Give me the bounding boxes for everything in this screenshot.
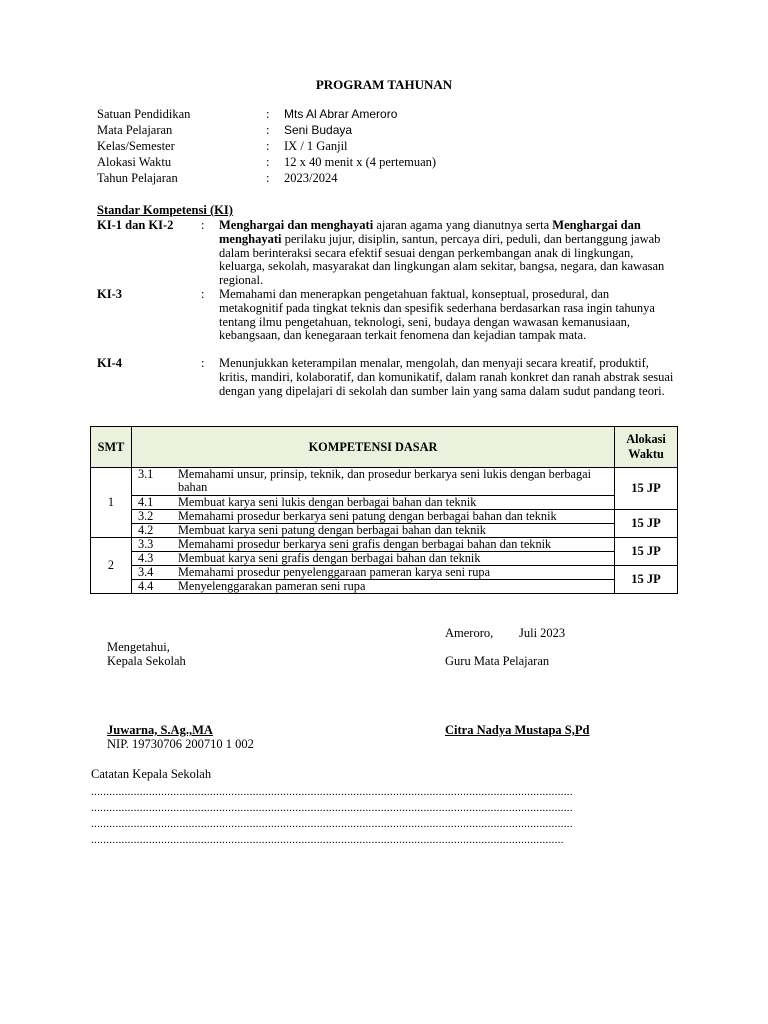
notes-line: .............................................................................................................................................................. [91,818,573,830]
ki-text [219,219,675,288]
kd-number: 4.4 [137,579,154,593]
ki-colon: : [201,287,205,301]
table-header-row [91,427,678,468]
kd-text: Memahami prosedur berkarya seni grafis dengan berbagai bahan dan teknik [177,537,552,551]
ki-text-part: perilaku jujur, disiplin, santun, percaya diri, peduli, dan bertanggung jawab dalam berinteraksi secara efektif sesuai dengan perkembangan anak di lingkungan, keluarga, sekolah, masyarakat dan lingkungan alam sekitar, bangsa, negara, dan kawasan regional. [219,231,665,288]
headmaster-name: Juwarna, S.Ag.,MA [107,723,213,737]
kd-text: Menyelenggarakan pameran seni rupa [177,579,366,593]
kd-cell [131,552,614,566]
header-alokasi-line1: Alokasi [626,432,666,446]
table-row [91,580,678,594]
info-label: Mata Pelajaran [97,123,173,137]
info-value: 12 x 40 menit x (4 pertemuan) [284,155,437,169]
info-colon: : [266,107,270,121]
info-label: Alokasi Waktu [97,155,172,169]
semester-number: 2 [107,558,115,572]
ki-text: Menunjukkan keterampilan menalar, mengolah, dan menyaji secara kreatif, produktif, kritis, mandiri, kolaboratif, dan komunikatif, dalam ranah konkret dan ranah abstrak sesuai dengan yang dipelajari di sekolah dan sumber lain yang sama dalam sudut pandang teori. [219,356,674,398]
kd-text: Membuat karya seni patung dengan berbagai bahan dan teknik [177,523,486,537]
table-row [91,510,678,524]
headmaster-nip: NIP. 19730706 200710 1 002 [107,737,254,751]
kd-number: 4.1 [137,495,154,509]
info-value: IX / 1 Ganjil [284,139,348,153]
info-label: Tahun Pelajaran [97,171,178,185]
info-row-mapel [97,122,617,138]
info-label: Kelas/Semester [97,139,175,153]
ki-colon: : [201,218,205,232]
info-colon: : [266,155,270,169]
kd-cell [131,510,614,524]
notes-line: .............................................................................................................................................................. [91,786,573,798]
info-colon: : [266,139,270,153]
ki-bold-text: Menghargai dan menghayati [219,218,374,232]
jp-cell: 15 JP [615,538,678,566]
ki-label: KI-3 [97,287,122,301]
kd-cell [131,580,614,594]
ki-heading: Standar Kompetensi (KI) [97,203,233,217]
signature-left-line1: Mengetahui, [107,640,170,654]
header-alokasi-line2: Waktu [628,447,664,461]
info-label: Satuan Pendidikan [97,107,191,121]
table-row [91,496,678,510]
info-row-satuan [97,106,617,122]
kd-text: Memahami unsur, prinsip, teknik, dan prosedur berkarya seni lukis dengan berbagai bahan [177,467,592,494]
ki-label: KI-1 dan KI-2 [97,218,174,232]
header-alokasi-waktu [615,427,678,468]
info-colon: : [266,171,270,185]
kd-cell [131,524,614,538]
ki-bold-text: Menghargai dan menghayati [219,218,641,246]
kd-number: 4.3 [137,551,154,565]
kd-cell [131,538,614,552]
signature-left-line2: Kepala Sekolah [107,654,186,668]
info-colon: : [266,123,270,137]
teacher-name: Citra Nadya Mustapa S,Pd [445,723,590,737]
kd-number: 3.4 [137,565,154,579]
semester-number: 1 [107,495,115,509]
info-value: Mts Al Abrar Ameroro [284,107,398,121]
table-row [91,524,678,538]
semester-cell [91,538,132,594]
jp-cell: 15 JP [615,566,678,594]
info-row-alokasi [97,154,617,170]
jp-cell: 15 JP [615,510,678,538]
kd-text: Membuat karya seni lukis dengan berbagai bahan dan teknik [177,495,477,509]
ki-label: KI-4 [97,356,122,370]
header-kompetensi-dasar: KOMPETENSI DASAR [131,427,614,468]
notes-line: .............................................................................................................................................................. [91,802,573,814]
jp-cell: 15 JP [615,468,678,510]
page-title: PROGRAM TAHUNAN [315,77,453,92]
kd-number: 3.2 [137,509,154,523]
info-value: 2023/2024 [284,171,338,185]
kd-cell [131,468,614,496]
notes-label: Catatan Kepala Sekolah [91,767,212,781]
ki-text: Memahami dan menerapkan pengetahuan faktual, konseptual, prosedural, dan metakognitif pada tingkat teknis dan spesifik sederhana berdasarkan rasa ingin tahunya tentang ilmu pengetahuan, teknologi, seni, budaya dengan wawasan kemanusiaan, kebangsaan, dan kenegaraan terkait fenomena dan kejadian tampak mata. [219,287,655,343]
kd-cell [131,566,614,580]
info-row-kelas [97,138,617,154]
header-smt: SMT [91,427,132,468]
kd-cell [131,496,614,510]
table-row [91,552,678,566]
table-row [91,468,678,496]
signature-date: Juli 2023 [519,626,566,640]
semester-cell [91,468,132,538]
notes-line: ........................................................................................................................................................... [91,834,564,846]
kd-text: Memahami prosedur penyelenggaraan pameran karya seni rupa [177,565,491,579]
kd-number: 3.3 [137,537,154,551]
info-value: Seni Budaya [284,123,353,137]
ki-colon: : [201,356,205,370]
kd-number: 4.2 [137,523,154,537]
kd-text: Memahami prosedur berkarya seni patung dengan berbagai bahan dan teknik [177,509,557,523]
ki-text-part: ajaran agama yang dianutnya serta [373,218,553,232]
table-row [91,538,678,552]
info-row-tahun [97,170,617,186]
kompetensi-dasar-table [90,426,678,594]
signature-place: Ameroro, [445,626,494,640]
table-row [91,566,678,580]
signature-right-role: Guru Mata Pelajaran [445,654,550,668]
kd-text: Membuat karya seni grafis dengan berbagai bahan dan teknik [177,551,481,565]
kd-number: 3.1 [137,467,154,481]
